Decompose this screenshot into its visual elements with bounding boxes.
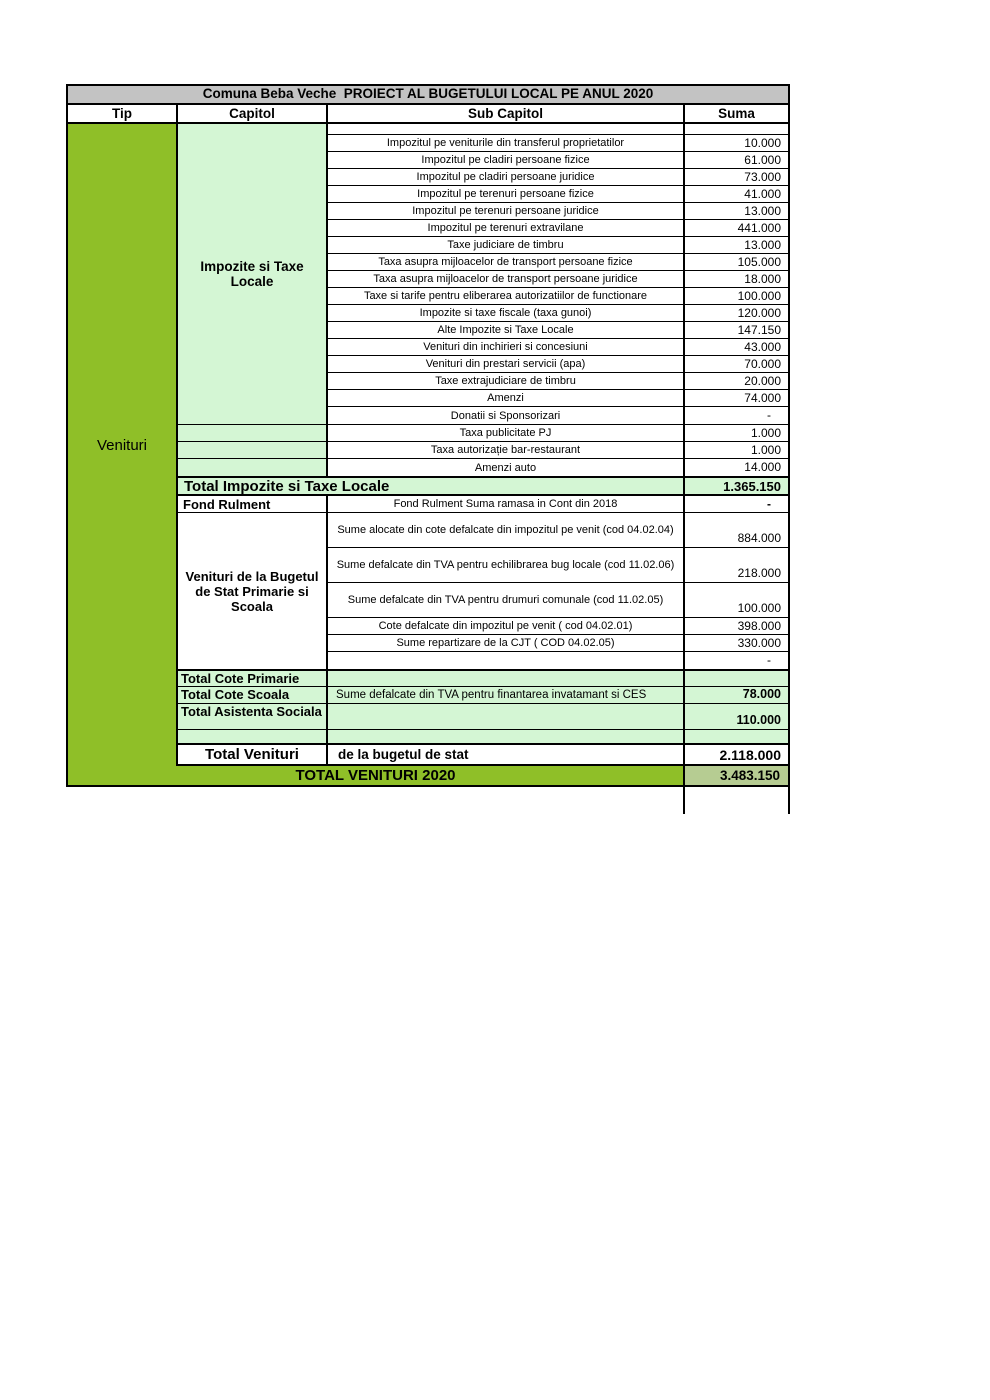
item-row xyxy=(328,152,788,169)
subcapitol-cell: Impozitul pe veniturile din transferul proprietatilor xyxy=(328,135,685,151)
subcapitol-cell: Sume defalcate din TVA pentru echilibrarea bug locale (cod 11.02.06) xyxy=(328,548,685,582)
suma-cell: - xyxy=(767,496,771,511)
item-row xyxy=(328,305,788,322)
extra-item-row xyxy=(178,442,788,459)
item-row xyxy=(328,203,788,220)
item-row xyxy=(328,237,788,254)
suma-cell: 13.000 xyxy=(744,203,781,218)
blank-row xyxy=(328,124,788,135)
suma-cell xyxy=(685,730,788,743)
suma-cell: 218.000 xyxy=(737,566,781,580)
subcapitol-cell: Taxa asupra mijloacelor de transport persoane fizice xyxy=(328,254,685,270)
suma-column-extension xyxy=(683,787,790,814)
item-row xyxy=(328,583,788,618)
item-row xyxy=(328,169,788,186)
table-title: Comuna Beba Veche PROIECT AL BUGETULUI LOCAL PE ANUL 2020 xyxy=(68,86,788,105)
suma-cell: 70.000 xyxy=(744,356,781,371)
total-impozite-row xyxy=(178,476,788,496)
subcapitol-cell: Impozitul pe terenuri persoane fizice xyxy=(328,186,685,202)
suma-cell: 73.000 xyxy=(744,169,781,184)
budget-table xyxy=(66,84,790,787)
grand-total-row xyxy=(68,766,788,785)
main-column xyxy=(178,124,788,766)
suma-cell: 61.000 xyxy=(744,152,781,167)
grand-total-value: 3.483.150 xyxy=(685,766,788,785)
total-venituri-row xyxy=(178,745,788,766)
item-row xyxy=(328,254,788,271)
suma-cell: 100.000 xyxy=(737,601,781,615)
capitol-cell-empty xyxy=(178,425,328,441)
subcapitol-cell: Sume repartizare de la CJT ( COD 04.02.05) xyxy=(328,635,685,651)
subcapitol-cell: Donatii si Sponsorizari xyxy=(328,407,685,424)
item-row xyxy=(328,652,788,669)
subcapitol-cell: Taxa autorizație bar-restaurant xyxy=(328,442,685,458)
subcapitol-cell: Amenzi xyxy=(328,390,685,406)
suma-cell: 398.000 xyxy=(737,618,781,633)
suma-cell: 10.000 xyxy=(744,135,781,150)
subcapitol-cell: Taxe judiciare de timbru xyxy=(328,237,685,253)
suma-cell: 74.000 xyxy=(744,390,781,405)
tip-label: Venituri xyxy=(96,436,148,454)
subcapitol-cell xyxy=(328,704,685,729)
suma-cell: 1.000 xyxy=(750,425,781,440)
subcapitol-cell: Venituri din inchirieri si concesiuni xyxy=(328,339,685,355)
suma-cell: 14.000 xyxy=(744,460,781,474)
column-header-capitol: Capitol xyxy=(178,105,328,122)
total-impozite-value: 1.365.150 xyxy=(723,478,781,494)
column-header-suma: Suma xyxy=(718,106,755,121)
suma-cell: 43.000 xyxy=(744,339,781,354)
item-row xyxy=(328,635,788,652)
item-row xyxy=(328,220,788,237)
suma-cell: 100.000 xyxy=(737,288,781,303)
buget-stat-rows xyxy=(328,513,788,669)
suma-cell: 78.000 xyxy=(742,687,781,701)
item-row xyxy=(328,390,788,407)
subcapitol-cell: Taxe extrajudiciare de timbru xyxy=(328,373,685,389)
suma-cell: 441.000 xyxy=(737,220,781,235)
item-row xyxy=(328,135,788,152)
item-row xyxy=(328,339,788,356)
subcapitol-cell: Taxa asupra mijloacelor de transport persoane juridice xyxy=(328,271,685,287)
total-venituri-label: Total Venituri xyxy=(178,745,328,764)
suma-cell: - xyxy=(767,408,771,422)
total-asistenta-row xyxy=(178,704,788,730)
suma-cell xyxy=(685,671,788,686)
item-row xyxy=(328,271,788,288)
total-asistenta-label: Total Asistenta Sociala xyxy=(178,704,328,729)
subcapitol-cell xyxy=(328,652,685,669)
capitol-cell-empty xyxy=(178,459,328,476)
suma-cell: 1.000 xyxy=(750,442,781,457)
suma-cell: 120.000 xyxy=(737,305,781,320)
subcapitol-cell: Taxa publicitate PJ xyxy=(328,425,685,441)
capitol-cell-empty xyxy=(178,442,328,458)
section-impozite xyxy=(178,124,788,425)
table-body xyxy=(68,124,788,766)
subcapitol-cell: Impozitul pe cladiri persoane fizice xyxy=(328,152,685,168)
item-row xyxy=(328,373,788,390)
column-header-subcapitol: Sub Capitol xyxy=(328,105,685,122)
subcapitol-cell: Taxe si tarife pentru eliberarea autorizatiilor de functionare xyxy=(328,288,685,304)
grand-total-label: TOTAL VENITURI 2020 xyxy=(68,766,685,785)
subcapitol-cell: Impozite si taxe fiscale (taxa gunoi) xyxy=(328,305,685,321)
capitol-cell-impozite xyxy=(178,124,328,424)
suma-cell: 884.000 xyxy=(737,531,781,545)
subcapitol-cell xyxy=(328,730,685,743)
total-venituri-sub: de la bugetul de stat xyxy=(328,745,685,764)
suma-cell: 20.000 xyxy=(744,373,781,388)
capitol-cell-empty xyxy=(178,730,328,743)
total-cote-scoala-row xyxy=(178,687,788,704)
suma-cell: - xyxy=(767,653,771,667)
extra-item-row xyxy=(178,459,788,476)
item-row xyxy=(328,548,788,583)
subcapitol-cell: Sume alocate din cote defalcate din impozitul pe venit (cod 04.02.04) xyxy=(328,513,685,547)
item-row xyxy=(328,356,788,373)
total-impozite-label: Total Impozite si Taxe Locale xyxy=(178,478,685,494)
subcapitol-cell: Sume defalcate din TVA pentru drumuri comunale (cod 11.02.05) xyxy=(328,583,685,617)
suma-cell: 105.000 xyxy=(737,254,781,269)
subcapitol-cell xyxy=(328,124,685,134)
subcapitol-cell: Impozitul pe cladiri persoane juridice xyxy=(328,169,685,185)
suma-cell: 147.150 xyxy=(737,322,781,337)
total-cote-scoala-label: Total Cote Scoala xyxy=(178,687,328,703)
impozite-rows xyxy=(328,124,788,424)
item-row xyxy=(328,618,788,635)
suma-cell: 41.000 xyxy=(744,186,781,201)
subcapitol-cell: Amenzi auto xyxy=(328,459,685,476)
capitol-impozite-label: Impozite si Taxe Locale xyxy=(200,259,304,289)
item-row xyxy=(328,407,788,424)
subcapitol-cell: Fond Rulment Suma ramasa in Cont din 2018 xyxy=(328,496,685,512)
suma-cell: 330.000 xyxy=(737,635,781,650)
subcapitol-cell: Impozitul pe terenuri persoane juridice xyxy=(328,203,685,219)
fond-rulment-row xyxy=(178,496,788,513)
capitol-buget-label: Venituri de la Bugetul de Stat Primarie si Scoala xyxy=(185,568,319,614)
item-row xyxy=(328,513,788,548)
subcapitol-cell xyxy=(328,671,685,686)
item-row xyxy=(328,322,788,339)
suma-cell: 13.000 xyxy=(744,237,781,252)
item-row xyxy=(328,186,788,203)
budget-table-wrap xyxy=(66,84,790,814)
capitol-cell-fond-rulment: Fond Rulment xyxy=(178,496,328,512)
subcapitol-cell: Cote defalcate din impozitul pe venit ( cod 04.02.01) xyxy=(328,618,685,634)
total-venituri-value: 2.118.000 xyxy=(719,746,781,763)
section-buget-stat xyxy=(178,513,788,671)
subcapitol-cell: Alte Impozite si Taxe Locale xyxy=(328,322,685,338)
column-header-tip: Tip xyxy=(68,105,178,122)
suma-cell: 18.000 xyxy=(744,271,781,286)
total-cote-primarie-label: Total Cote Primarie xyxy=(178,671,328,686)
suma-cell xyxy=(685,124,788,134)
total-cote-primarie-row xyxy=(178,671,788,687)
tip-cell-venituri xyxy=(68,124,178,766)
capitol-cell-buget-stat xyxy=(178,513,328,669)
subcapitol-cell: Sume defalcate din TVA pentru finantarea invatamant si CES xyxy=(328,687,685,703)
subcapitol-cell: Impozitul pe terenuri extravilane xyxy=(328,220,685,236)
spacer-row xyxy=(178,730,788,745)
extra-item-row xyxy=(178,425,788,442)
column-headers xyxy=(68,105,788,124)
item-row xyxy=(328,288,788,305)
subcapitol-cell: Venituri din prestari servicii (apa) xyxy=(328,356,685,372)
suma-cell: 110.000 xyxy=(736,713,781,727)
